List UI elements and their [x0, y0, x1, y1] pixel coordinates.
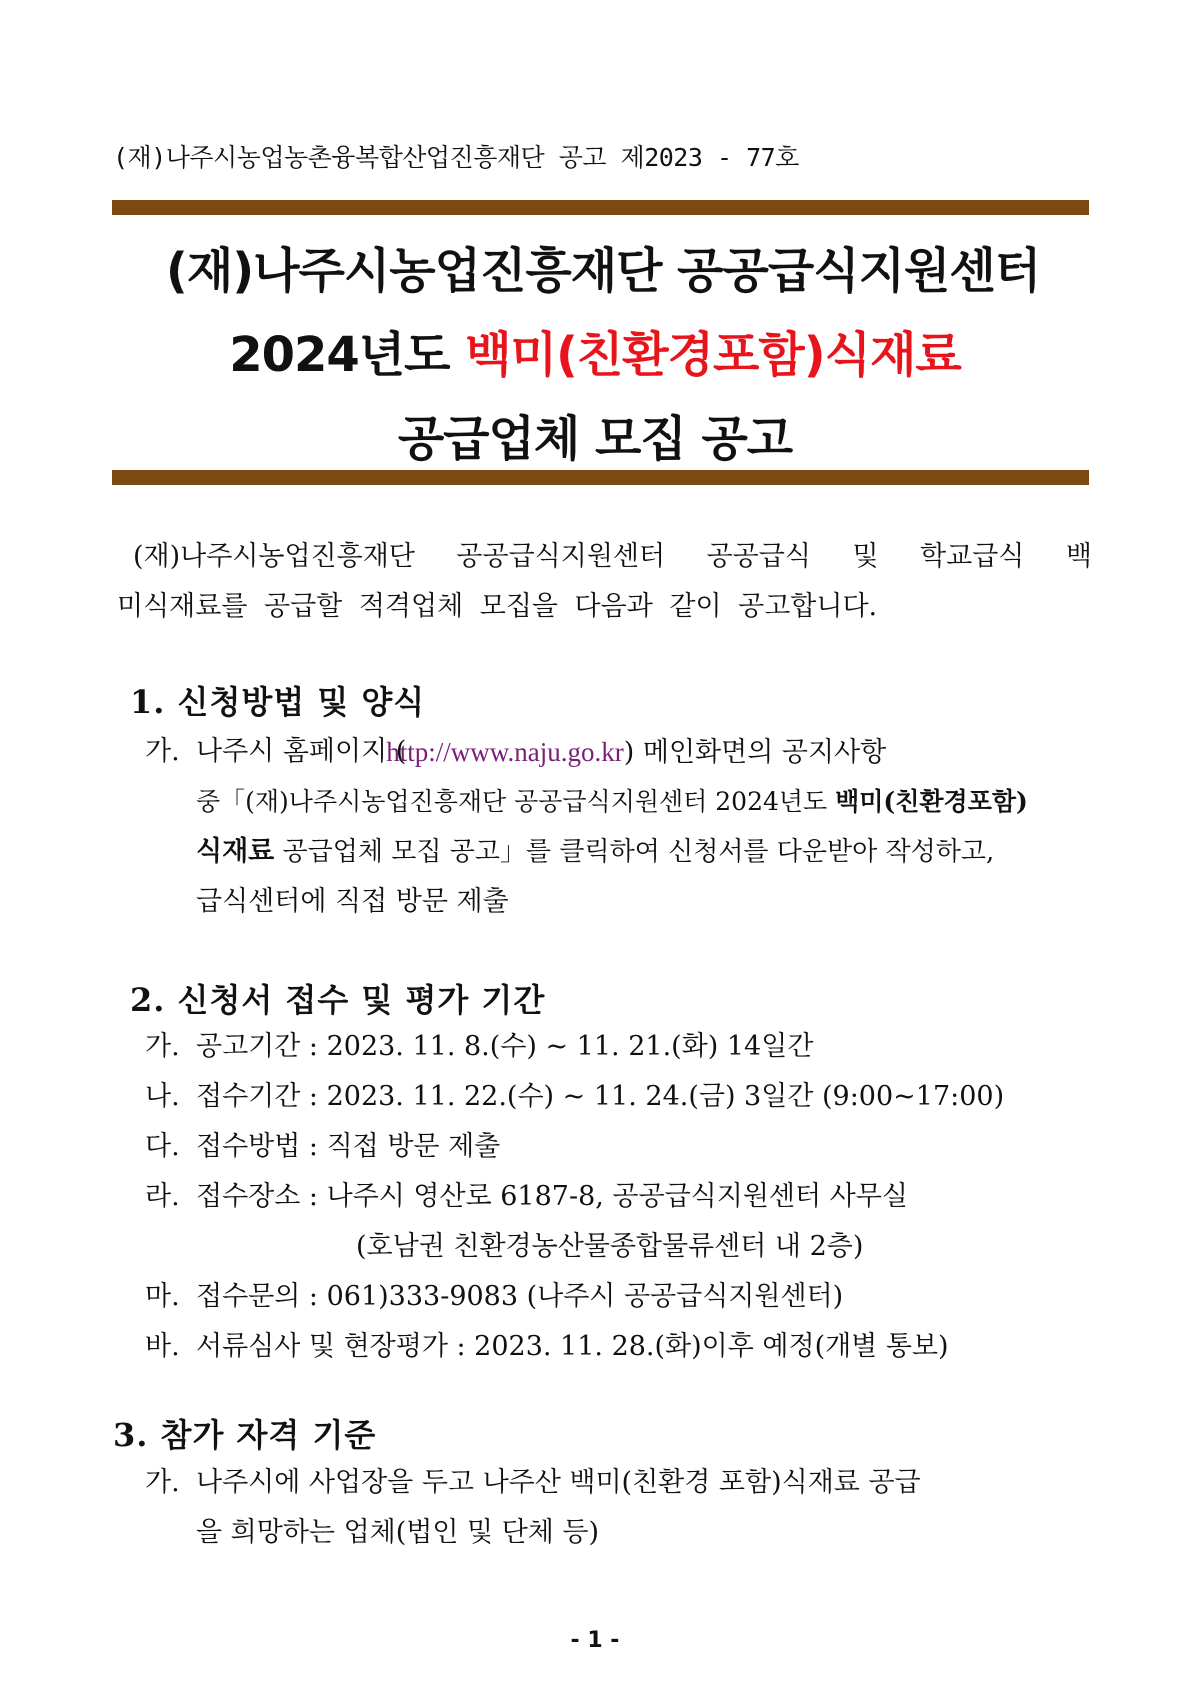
s1-line1-part: 나주시 홈페이지 ( [196, 736, 407, 767]
section-2-heading: 2. 신청서 접수 및 평가 기간 [130, 981, 546, 1019]
s2-item-b-marker: 나. [145, 1081, 180, 1112]
s2-item-a-marker: 가. [145, 1031, 180, 1062]
intro-line-2: 미식재료를 공급할 적격업체 모집을 다음과 같이 공고합니다. [117, 591, 878, 622]
s2-item-d-continuation: (호남권 친환경농산물종합물류센터 내 2층) [356, 1231, 864, 1262]
title-top-rule [112, 200, 1089, 215]
title-highlight: 백미(친환경포함)식재료 [465, 327, 961, 383]
s1-line1-after: ) 메인화면의 공지사항 [623, 737, 887, 768]
s1-line3-bold: 식재료 [196, 836, 275, 867]
intro-paragraph [117, 532, 1092, 632]
s2-item-c-text: 접수방법 : 직접 방문 제출 [196, 1131, 501, 1162]
title-bottom-rule [112, 470, 1089, 485]
s1-line2-part: 중「(재)나주시농업진흥재단 공공급식지원센터 2024년도 [196, 787, 836, 816]
notice-number: (재)나주시농업농촌융복합산업진흥재단 공고 제2023 - 77호 [113, 143, 799, 172]
section-3-heading: 3. 참가 자격 기준 [113, 1416, 377, 1454]
s2-item-e-marker: 마. [145, 1281, 180, 1312]
title-year: 2024년도 [229, 327, 466, 383]
s2-item-e-text: 접수문의 : 061)333-9083 (나주시 공공급식지원센터) [196, 1281, 844, 1312]
page-title-line-1: (재)나주시농업진흥재단 공공급식지원센터 [165, 243, 1041, 299]
section-1-item-line-4: 급식센터에 직접 방문 제출 [196, 886, 509, 917]
s2-item-b-text: 접수기간 : 2023. 11. 22.(수) ~ 11. 24.(금) 3일간 (9:00~17:00) [196, 1081, 1005, 1112]
section-1-item-marker: 가. [145, 736, 180, 767]
section-1-item-line-2 [196, 777, 1085, 827]
homepage-link[interactable]: http://www.naju.go.kr [386, 737, 624, 767]
intro-line-1: (재)나주시농업진흥재단 공공급식지원센터 공공급식 및 학교급식 백 [133, 541, 1092, 572]
section-1-item-line-3 [196, 827, 994, 877]
s3-item-a-line-1: 나주시에 사업장을 두고 나주산 백미(친환경 포함)식재료 공급 [196, 1467, 921, 1498]
section-1-heading: 1. 신청방법 및 양식 [130, 683, 426, 721]
s2-item-a-text: 공고기간 : 2023. 11. 8.(수) ~ 11. 21.(화) 14일간 [196, 1031, 814, 1062]
s1-line2-bold: 백미(친환경포함) [835, 787, 1028, 816]
page-number: - 1 - [570, 1628, 620, 1653]
s1-line3-after: 공급업체 모집 공고」를 클릭하여 신청서를 다운받아 작성하고, [274, 837, 995, 867]
page-title-line-2 [0, 316, 1190, 385]
section-1-item-line-1 [196, 727, 1085, 778]
s2-item-c-marker: 다. [145, 1131, 180, 1162]
s2-item-d-marker: 라. [145, 1181, 180, 1212]
s2-item-f-text: 서류심사 및 현장평가 : 2023. 11. 28.(화)이후 예정(개별 통보) [196, 1331, 949, 1362]
page-title-line-3: 공급업체 모집 공고 [397, 411, 793, 467]
s2-item-f-marker: 바. [145, 1331, 180, 1362]
s3-item-a-marker: 가. [145, 1467, 180, 1498]
s3-item-a-line-2: 을 희망하는 업체(법인 및 단체 등) [196, 1517, 600, 1548]
s2-item-d-text: 접수장소 : 나주시 영산로 6187-8, 공공급식지원센터 사무실 [196, 1181, 908, 1212]
